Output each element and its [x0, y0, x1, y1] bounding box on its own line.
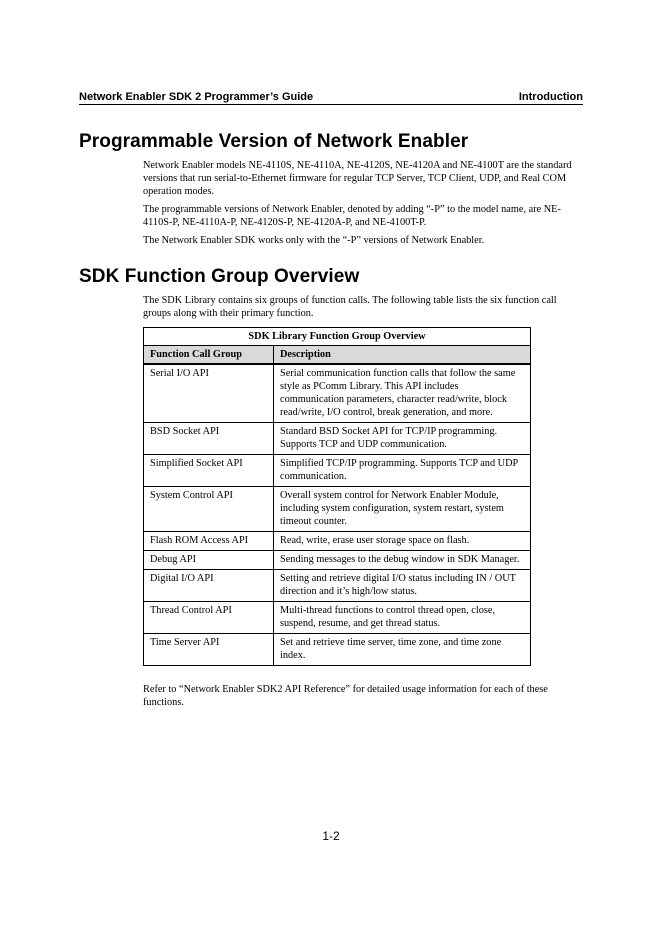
- table-cell: Simplified Socket API: [144, 455, 274, 487]
- paragraph: Refer to “Network Enabler SDK2 API Reference” for detailed usage information for each of these functions.: [143, 684, 548, 708]
- table-row: [144, 487, 531, 532]
- section2-intro: [143, 294, 585, 325]
- table-cell: Standard BSD Socket API for TCP/IP programming. Supports TCP and UDP communication.: [274, 423, 531, 455]
- table-cell: Sending messages to the debug window in SDK Manager.: [274, 551, 531, 570]
- table-cell: Overall system control for Network Enabler Module, including system configuration, system restart, system timeout counter.: [274, 487, 531, 532]
- table-row: [144, 634, 531, 666]
- table-row: [144, 551, 531, 570]
- section-title-programmable: Programmable Version of Network Enabler: [79, 131, 469, 152]
- table-cell: Serial communication function calls that follow the same style as PComm Library. This API includes communication parameters, character read/write, block read/write, I/O control, break generation, and more.: [274, 364, 531, 423]
- table-cell: Set and retrieve time server, time zone, and time zone index.: [274, 634, 531, 666]
- table-cell: Debug API: [144, 551, 274, 570]
- table-cell: BSD Socket API: [144, 423, 274, 455]
- function-group-table: [143, 327, 531, 666]
- table-row: [144, 455, 531, 487]
- table-caption: SDK Library Function Group Overview: [144, 328, 531, 346]
- table-cell: Digital I/O API: [144, 570, 274, 602]
- table-row: [144, 602, 531, 634]
- paragraph: Network Enabler models NE-4110S, NE-4110A, NE-4120S, NE-4120A and NE-4100T are the standard versions that run serial-to-Ethernet firmware for regular TCP Server, TCP Client, UDP, and Real COM operation modes.: [143, 160, 572, 197]
- header-chapter: Introduction: [518, 91, 583, 103]
- column-header: Function Call Group: [144, 346, 274, 365]
- table-cell: System Control API: [144, 487, 274, 532]
- table-cell: Multi-thread functions to control thread open, close, suspend, resume, and get thread status.: [274, 602, 531, 634]
- table-row: [144, 570, 531, 602]
- paragraph: The programmable versions of Network Enabler, denoted by adding “-P” to the model name, are NE-4110S-P, NE-4110A-P, NE-4120S-P, NE-4120A-P, and NE-4100T-P.: [143, 204, 561, 228]
- table-cell: Setting and retrieve digital I/O status including IN / OUT direction and it’s high/low status.: [274, 570, 531, 602]
- header-title: Network Enabler SDK 2 Programmer’s Guide: [79, 91, 314, 103]
- table-row: [144, 423, 531, 455]
- page-header: [79, 89, 583, 105]
- table-cell: Time Server API: [144, 634, 274, 666]
- paragraph: The Network Enabler SDK works only with the “-P” versions of Network Enabler.: [143, 235, 485, 246]
- table-cell: Read, write, erase user storage space on flash.: [274, 532, 531, 551]
- table-row: [144, 532, 531, 551]
- section1-body: [143, 159, 585, 252]
- table-cell: Serial I/O API: [144, 364, 274, 423]
- section2-outro: [143, 683, 585, 714]
- section-title-sdk-overview: SDK Function Group Overview: [79, 266, 360, 287]
- paragraph: The SDK Library contains six groups of function calls. The following table lists the six function call groups along with their primary function.: [143, 295, 557, 319]
- table-cell: Flash ROM Access API: [144, 532, 274, 551]
- table-row: [144, 364, 531, 423]
- table-cell: Thread Control API: [144, 602, 274, 634]
- table-cell: Simplified TCP/IP programming. Supports TCP and UDP communication.: [274, 455, 531, 487]
- page-number: 1-2: [322, 829, 340, 843]
- column-header: Description: [274, 346, 531, 365]
